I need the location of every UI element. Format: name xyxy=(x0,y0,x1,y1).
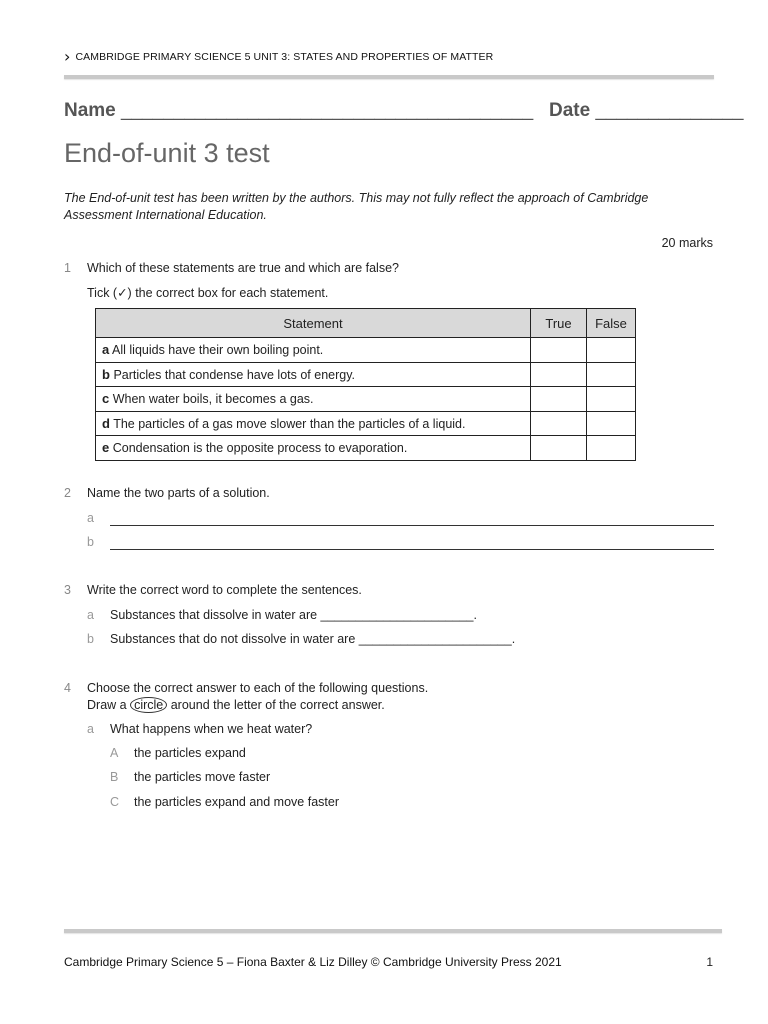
statement-letter: a xyxy=(102,342,110,358)
part-label: a xyxy=(87,511,94,525)
column-header: False xyxy=(587,309,636,338)
footer-divider xyxy=(64,929,722,933)
statement-letter: c xyxy=(102,391,110,407)
true-checkbox[interactable] xyxy=(531,362,587,387)
sentence-text: Substances that do not dissolve in water are ______________________. xyxy=(110,632,516,646)
page-number: 1 xyxy=(706,955,713,969)
option-text: the particles expand and move faster xyxy=(134,795,339,809)
question-text: Name the two parts of a solution. xyxy=(87,486,270,500)
true-checkbox[interactable] xyxy=(531,338,587,363)
name-date-row xyxy=(64,100,743,122)
question-number: 4 xyxy=(64,681,71,695)
column-header: Statement xyxy=(96,309,531,338)
table-row xyxy=(96,338,636,363)
question-number: 3 xyxy=(64,583,71,597)
statement-cell xyxy=(96,338,531,363)
question-text: Write the correct word to complete the sentences. xyxy=(87,583,362,597)
date-label: Date xyxy=(548,100,591,121)
answer-line-a[interactable] xyxy=(110,525,714,526)
table-row xyxy=(96,362,636,387)
false-checkbox[interactable] xyxy=(587,338,636,363)
statement-cell xyxy=(96,411,531,436)
question-number: 1 xyxy=(64,261,71,275)
question-text: Which of these statements are true and which are false? xyxy=(87,261,399,275)
part-label: b xyxy=(87,535,94,549)
statement-cell xyxy=(96,362,531,387)
sentence-text: Substances that dissolve in water are ______________________. xyxy=(110,608,477,622)
option-text: the particles expand xyxy=(134,746,246,760)
date-line: ______________ xyxy=(595,100,744,121)
page-title: End-of-unit 3 test xyxy=(64,138,270,168)
answer-line-b[interactable] xyxy=(110,549,714,550)
true-checkbox[interactable] xyxy=(531,411,587,436)
part-label: a xyxy=(87,608,94,622)
false-checkbox[interactable] xyxy=(587,411,636,436)
instruction-text: Tick (✓) the correct box for each statement. xyxy=(87,286,329,300)
statement-text: Condensation is the opposite process to evaporation. xyxy=(112,441,408,456)
statement-text: All liquids have their own boiling point. xyxy=(112,343,324,358)
intro-note: The End-of-unit test has been written by the authors. This may not fully reflect the approach of Cambridge Assessment International Education. xyxy=(64,191,649,222)
false-checkbox[interactable] xyxy=(587,436,636,461)
chevron-right-icon: › xyxy=(64,47,71,66)
instruction-pre: Draw a xyxy=(87,698,127,712)
table-row xyxy=(96,436,636,461)
statement-text: When water boils, it becomes a gas. xyxy=(112,392,314,407)
true-checkbox[interactable] xyxy=(531,387,587,412)
name-line: _______________________________________ xyxy=(121,100,534,121)
statement-text: Particles that condense have lots of energy. xyxy=(113,367,356,382)
running-title: CAMBRIDGE PRIMARY SCIENCE 5 UNIT 3: STATES AND PROPERTIES OF MATTER xyxy=(75,51,494,63)
footer-copyright: Cambridge Primary Science 5 – Fiona Baxter & Liz Dilley © Cambridge University Press 2021 xyxy=(64,955,562,969)
instruction-post: around the letter of the correct answer. xyxy=(170,698,385,712)
table-row xyxy=(96,387,636,412)
option-letter[interactable]: A xyxy=(110,746,119,760)
statement-cell xyxy=(96,436,531,461)
total-marks: 20 marks xyxy=(661,236,713,250)
name-label: Name xyxy=(64,100,116,121)
statement-letter: b xyxy=(102,366,110,382)
statement-letter: d xyxy=(102,415,110,431)
statement-text: The particles of a gas move slower than the particles of a liquid. xyxy=(113,416,466,431)
running-header xyxy=(64,47,494,66)
statement-cell xyxy=(96,387,531,412)
false-checkbox[interactable] xyxy=(587,387,636,412)
part-label: b xyxy=(87,632,94,646)
true-false-table xyxy=(95,308,636,461)
question-number: 2 xyxy=(64,486,71,500)
table-row xyxy=(96,411,636,436)
sub-question-text: What happens when we heat water? xyxy=(110,722,313,736)
option-text: the particles move faster xyxy=(134,770,271,784)
true-checkbox[interactable] xyxy=(531,436,587,461)
option-letter[interactable]: C xyxy=(110,795,120,809)
false-checkbox[interactable] xyxy=(587,362,636,387)
column-header: True xyxy=(531,309,587,338)
option-letter[interactable]: B xyxy=(110,770,119,784)
statement-letter: e xyxy=(102,440,110,456)
part-label: a xyxy=(87,722,94,736)
instruction-text xyxy=(87,697,385,713)
table-header-row xyxy=(96,309,636,338)
header-divider xyxy=(64,75,714,79)
circle-word: circle xyxy=(130,697,167,713)
question-text: Choose the correct answer to each of the following questions. xyxy=(87,681,429,695)
